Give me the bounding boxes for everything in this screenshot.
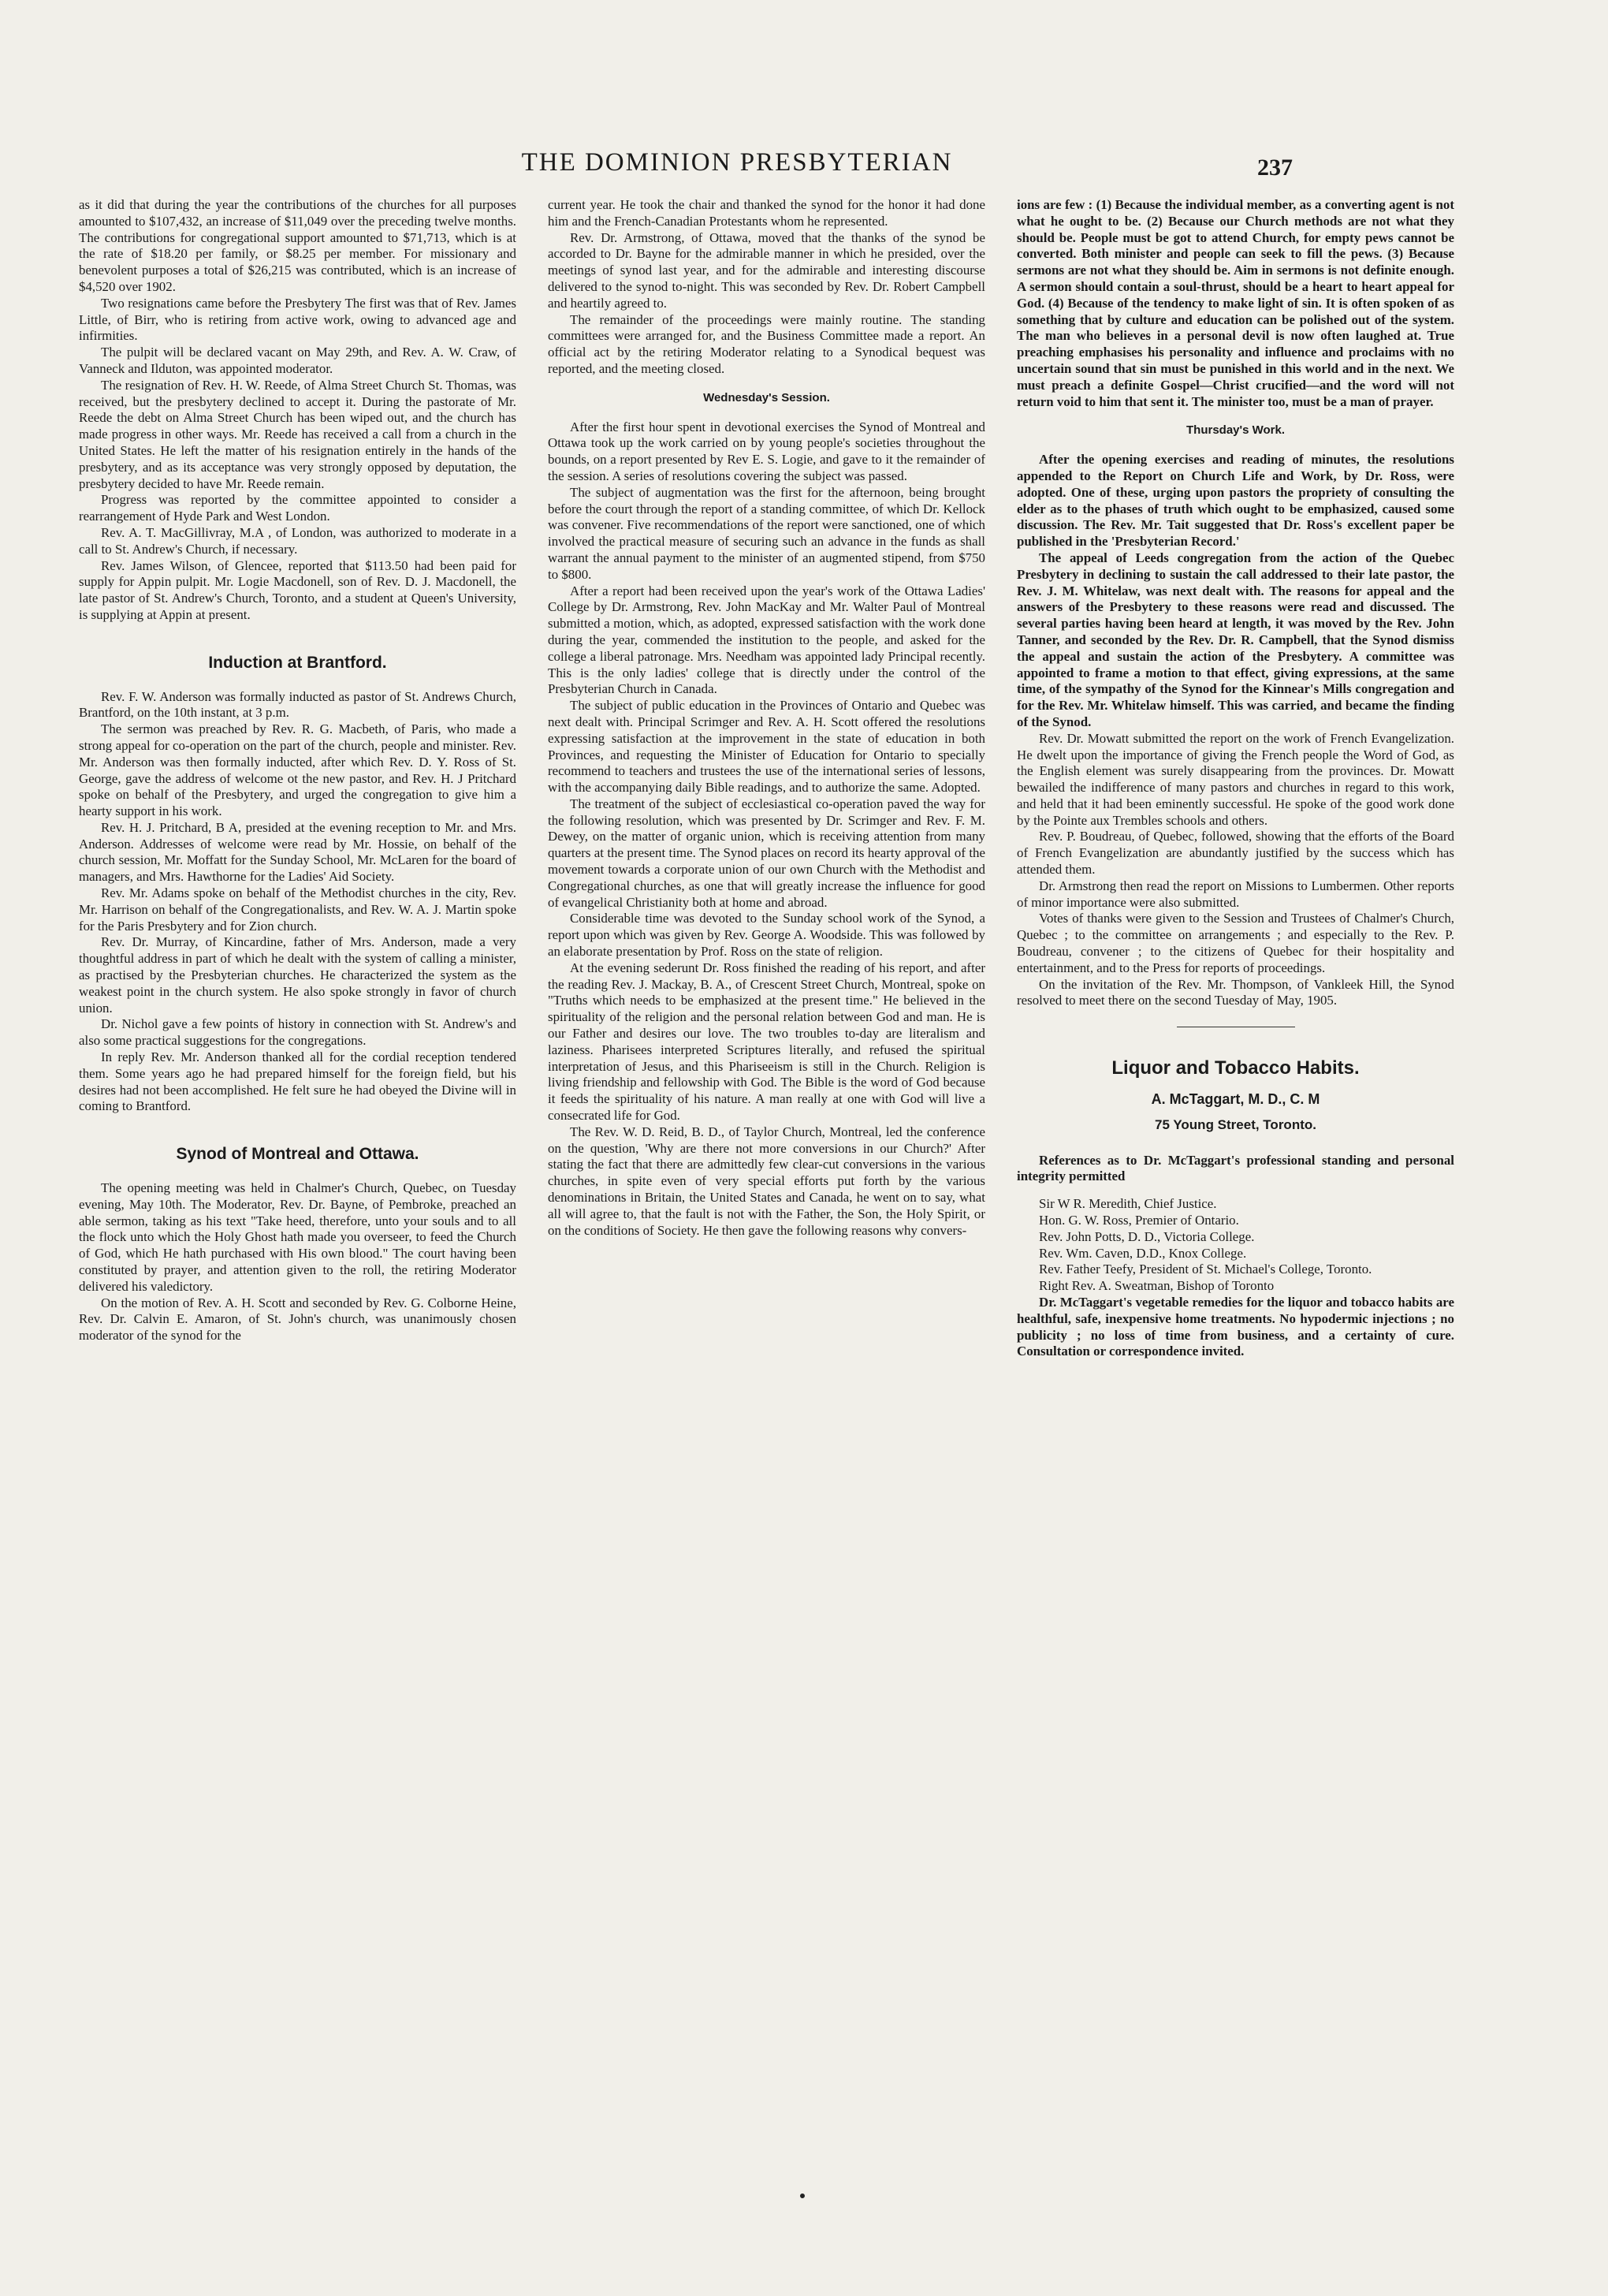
paragraph: The subject of augmentation was the first for the afternoon, being brought before the court through the report of a standing committee, of which Dr. Kellock was convener. Five recommendations of the report were sanctioned, one of which involved the practical measure of securing such an advance in the funds as shall warrant the annual payment to the minister of an augmented stipend, from $750 to $800. xyxy=(548,484,985,582)
reference-list xyxy=(1017,1196,1454,1295)
paragraph: Two resignations came before the Presbytery The first was that of Rev. James Little, of Birr, who is retiring from active work, owing to advanced age and infirmities. xyxy=(79,295,516,344)
paragraph: Rev. Dr. Murray, of Kincardine, father of Mrs. Anderson, made a very thoughtful address in part of which he dealt with the system of calling a minister, as practised by the Presbyterian churches. He characterized the system as the weakest point in the church system. He also spoke strongly in favor of church union. xyxy=(79,934,516,1016)
masthead: THE DOMINION PRESBYTERIAN xyxy=(521,148,953,177)
page-number: 237 xyxy=(1257,155,1293,181)
paragraph: The resignation of Rev. H. W. Reede, of Alma Street Church St. Thomas, was received, but the presbytery declined to accept it. During the pastorate of Mr. Reede the debt on Alma Street Church has been wiped out, and the church has made progress in other ways. Mr. Reede has received a call from a church in the United States. He left the matter of his resignation entirely in the hands of the presbytery, and as its acceptance was very strongly opposed by deputation, the presbytery decided to have Mr. Reede remain. xyxy=(79,377,516,491)
heading-thursday: Thursday's Work. xyxy=(1186,423,1285,438)
paragraph: The opening meeting was held in Chalmer's Church, Quebec, on Tuesday evening, May 10th. The Moderator, Rev. Dr. Bayne, of Pembroke, preached an able sermon, taking as his text "Take heed, therefore, unto your souls and to all the flock unto which the Holy Ghost hath made you overseer, to feed the Church of God, which He hath purchased with His own blood." The court having been constituted by prayer, and attention given to the roll, the retiring Moderator delivered his valedictory. xyxy=(79,1180,516,1294)
paragraph: The treatment of the subject of ecclesiastical co-operation paved the way for the following resolution, which was presented by Dr. Scrimger and Rev. F. M. Dewey, on the matter of organic union, which is receiving attention from many quarters at the present time. The Synod places on record its hearty approval of the movement towards a corporate union of our own Church with the Methodist and Congregational churches, as one that will greatly increase the influence for good of evangelical Christianity both at home and abroad. xyxy=(548,796,985,910)
paragraph: After a report had been received upon the year's work of the Ottawa Ladies' College by Dr. Armstrong, Rev. John MacKay and Mr. Walter Paul of Montreal submitted a motion, which, as adopted, expressed satisfaction with the work done during the year, commended the institution to the people, and asked for the college a liberal patronage. Mrs. Needham was appointed lady Principal recently. This is the only ladies' college that is directly under the control of the Presbyterian Church in Canada. xyxy=(548,583,985,697)
paragraph: At the evening sederunt Dr. Ross finished the reading of his report, and after the reading Rev. J. Mackay, B. A., of Crescent Street Church, Montreal, spoke on "Truths which needs to be emphasized at the present time." He believed in the spirituality of the religion and the personal relation between God and man. He is our Father and desires our love. The two troubles to-day are literalism and laziness. Pharisees interpreted Scriptures literally, and refused the spiritual interpretation of Jesus, and this Phariseeism is still in the Church. Religion is living friendship and fellowship with God. The Bible is the word of God because it feeds the spirituality of his nature. A man really at one with God will live a consecrated life for God. xyxy=(548,960,985,1124)
reference-item: Rev. Wm. Caven, D.D., Knox College. xyxy=(1039,1245,1247,1261)
paragraph: On the invitation of the Rev. Mr. Thompson, of Vankleek Hill, the Synod resolved to meet there on the second Tuesday of May, 1905. xyxy=(1017,976,1454,1008)
reference-item: Sir W R. Meredith, Chief Justice. xyxy=(1039,1196,1217,1212)
reference-item: Rev. John Potts, D. D., Victoria College. xyxy=(1039,1228,1255,1244)
reference-item: Hon. G. W. Ross, Premier of Ontario. xyxy=(1039,1213,1239,1228)
advertisement xyxy=(1017,1057,1454,1360)
paragraph: After the opening exercises and reading of minutes, the resolutions appended to the Report on Church Life and Work, by Dr. Ross, were adopted. One of these, urging upon pastors the propriety of consulting the elder as to the phases of truth which ought to be emphasized, caused some discussion. The Rev. Mr. Tait suggested that Dr. Ross's excellent paper be published in the 'Presbyterian Record.' xyxy=(1017,452,1454,550)
paragraph: Rev. P. Boudreau, of Quebec, followed, showing that the efforts of the Board of French Evangelization are abundantly justified by the success which has attended them. xyxy=(1017,829,1454,878)
paragraph: Rev. F. W. Anderson was formally inducted as pastor of St. Andrews Church, Brantford, on the 10th instant, at 3 p.m. xyxy=(79,688,516,721)
ink-dot xyxy=(800,2194,805,2198)
column-3 xyxy=(1017,197,1454,1360)
paragraph: The pulpit will be declared vacant on May 29th, and Rev. A. W. Craw, of Vanneck and Ilduton, was appointed moderator. xyxy=(79,345,516,376)
paragraph: Rev. Mr. Adams spoke on behalf of the Methodist churches in the city, Rev. Mr. Harrison on behalf of the Congregationalists, and Rev. W. A. J. Martin spoke for the Paris Presbytery and for Zion church. xyxy=(79,885,516,934)
paragraph: After the first hour spent in devotional exercises the Synod of Montreal and Ottawa took up the work carried on by young people's societies throughout the bounds, on a report presented by Rev E. S. Logie, and gave to it the remainder of the session. A series of resolutions covering the subject was passed. xyxy=(548,419,985,483)
paragraph: Dr. Nichol gave a few points of history in connection with St. Andrew's and also some practical suggestions for the congregations. xyxy=(79,1016,516,1049)
paragraph: The subject of public education in the Provinces of Ontario and Quebec was next dealt with. Principal Scrimger and Rev. A. H. Scott offered the resolutions expressing satisfaction at the improvement in the state of education in both Provinces, and requesting the Minister of Education for Ontario to specially recommend to teachers and trustees the use of the international series of lessons, with the accompanying daily Bible readings, and to authorize the same. Adopted. xyxy=(548,698,985,796)
paragraph: The sermon was preached by Rev. R. G. Macbeth, of Paris, who made a strong appeal for co-operation on the part of the church, people and minister. Rev. Mr. Anderson was then formally inducted, after which Rev. D. Y. Ross of St. George, gave the address of welcome ot the new pastor, and Rev. H. J Pritchard spoke on behalf of the Presbytery, and urged the congregation to give him a hearty support in his work. xyxy=(79,721,516,819)
paragraph: Rev. Dr. Armstrong, of Ottawa, moved that the thanks of the synod be accorded to Dr. Bayne for the admirable manner in which he presided, over the meetings of synod last year, and for the admirable and interesting discourse delivered to the synod to-night. This was seconded by Rev. Dr. Robert Campbell and heartily agreed to. xyxy=(548,229,985,311)
heading-wednesday: Wednesday's Session. xyxy=(703,390,830,404)
advert-address: 75 Young Street, Toronto. xyxy=(1155,1116,1316,1132)
heading-synod: Synod of Montreal and Ottawa. xyxy=(176,1145,419,1164)
paragraph: as it did that during the year the contributions of the churches for all purposes amounted to $107,432, an increase of $11,049 over the preceding twelve months. The contributions for congregational support amounted to $71,713, which is at the rate of $18.20 per family, or $8.25 per member. For missionary and benevolent purposes a total of $26,215 was contributed, which is an increase of $4,520 over 1902. xyxy=(79,197,516,294)
paragraph: The appeal of Leeds congregation from the action of the Quebec Presbytery in declining to sustain the call addressed to their late pastor, the Rev. J. M. Whitelaw, was next dealt with. The reasons for appeal and the answers of the Presbytery to these reasons were read and discussed. The several parties having been heard at length, it was moved by the Rev. John Tanner, and seconded by the Rev. Dr. R. Campbell, that the Synod dismiss the appeal and sustain the action of the Presbytery. A committee was appointed to frame a motion to that effect, giving expressions, at the same time, of the sympathy of the Synod for the Kinnear's Mills congregation and for the Rev. Mr. Whitelaw himself. This was carried, and became the finding of the Synod. xyxy=(1017,550,1454,729)
paragraph: Votes of thanks were given to the Session and Trustees of Chalmer's Church, Quebec ; to the committee on arrangements ; and especially to the Rev. P. Boudreau, convener ; to the citizens of Quebec for their hospitality and entertainment, and to the Press for reports of proceedings. xyxy=(1017,911,1454,975)
advert-closing: Dr. McTaggart's vegetable remedies for the liquor and tobacco habits are healthful, safe, inexpensive home treatments. No hypodermic injections ; no publicity ; no loss of time from business, and a certainty of cure. Consultation or correspondence invited. xyxy=(1017,1295,1454,1359)
column-1 xyxy=(79,197,516,1344)
paragraph: Rev. James Wilson, of Glencee, reported that $113.50 had been paid for supply for Appin pulpit. Mr. Logie Macdonell, son of Rev. D. J. Macdonell, the late pastor of St. Andrew's Church, Toronto, and a student at Queen's University, is supplying at Appin at present. xyxy=(79,557,516,622)
paragraph: Progress was reported by the committee appointed to consider a rearrangement of Hyde Park and West London. xyxy=(79,492,516,524)
paragraph: In reply Rev. Mr. Anderson thanked all for the cordial reception tendered them. Some years ago he had prepared himself for the foreign field, but his desires had not been accomplished. He felt sure he had obeyed the Divine will in coming to Brantford. xyxy=(79,1049,516,1114)
reference-item: Rev. Father Teefy, President of St. Michael's College, Toronto. xyxy=(1039,1262,1372,1277)
heading-induction: Induction at Brantford. xyxy=(208,653,387,672)
paragraph: ions are few : (1) Because the individual member, as a converting agent is not what he ought to be. (2) Because our Church methods are not what they should be. People must be got to attend Church, for empty pews cannot be converted. Both minister and people can seek to fill the pews. (3) Because sermons are not what they should be. Aim in sermons is not definite enough. A sermon should contain a soul-thrust, should be a heart to heart appeal for God. (4) Because of the tendency to make light of sin. It is often spoken of as something that by culture and education can be polished out of the system. The man who believes in a personal devil is now often laughed at. True preaching emphasises his personality and influence and proclaims with no uncertain sound that sin must be punished in this world and in the next. We must preach a definite Gospel—Christ crucified—and the word will not return void to him that sent it. The minister too, must be a man of prayer. xyxy=(1017,197,1454,409)
paragraph: Rev. H. J. Pritchard, B A, presided at the evening reception to Mr. and Mrs. Anderson. Addresses of welcome were read by Mr. Hossie, on behalf of the church session, Mr. Moffatt for the Sunday School, Mr. McLaren for the board of managers, and Mrs. Hawthorne for the Ladies' Aid Society. xyxy=(79,819,516,885)
paragraph: Dr. Armstrong then read the report on Missions to Lumbermen. Other reports of minor importance were also submitted. xyxy=(1017,878,1454,910)
column-2 xyxy=(548,197,985,1239)
paragraph: current year. He took the chair and thanked the synod for the honor it had done him and the French-Canadian Protestants whom he represented. xyxy=(548,197,985,229)
paragraph: On the motion of Rev. A. H. Scott and seconded by Rev. G. Colborne Heine, Rev. Dr. Calvin E. Amaron, of St. John's church, was unanimously chosen moderator of the synod for the xyxy=(79,1295,516,1344)
paragraph: Rev. Dr. Mowatt submitted the report on the work of French Evangelization. He dwelt upon the importance of giving the French people the Word of God, as the English element was surely disappearing from the provinces. Dr. Mowatt bewailed the indifference of many pastors and churches in regard to this work, and held that it had been eminently successful. He spoke of the good work done by the Pointe aux Trembles schools and others. xyxy=(1017,730,1454,828)
advert-intro: References as to Dr. McTaggart's professional standing and personal integrity permitted xyxy=(1017,1152,1454,1184)
paragraph: The Rev. W. D. Reid, B. D., of Taylor Church, Montreal, led the conference on the question, 'Why are there not more conversions in our Church?' After stating the fact that there are admittedly few clear-cut conversions in the various churches, in spite even of very special efforts put forth by the various denominations in Britain, the United States and Canada, he went on to say, what all will agree to, that the fault is not with the Father, the Son, the Holy Spirit, or on the conditions of Society. He then gave the following reasons why convers- xyxy=(548,1124,985,1238)
paragraph: The remainder of the proceedings were mainly routine. The standing committees were arranged for, and the Business Committee made a report. An official act by the retiring Moderator relating to a Synodical bequest was reported, and the meeting closed. xyxy=(548,311,985,376)
paragraph: Considerable time was devoted to the Sunday school work of the Synod, a report upon which was given by Rev. George A. Woodside. This was followed by an elaborate presentation by Prof. Ross on the state of religion. xyxy=(548,911,985,960)
advert-title: Liquor and Tobacco Habits. xyxy=(1111,1057,1360,1079)
advert-doctor: A. McTaggart, M. D., C. M xyxy=(1151,1091,1320,1108)
reference-item: Right Rev. A. Sweatman, Bishop of Toronto xyxy=(1039,1278,1275,1294)
paragraph: Rev. A. T. MacGillivray, M.A , of London, was authorized to moderate in a call to St. Andrew's Church, if necessary. xyxy=(79,524,516,557)
